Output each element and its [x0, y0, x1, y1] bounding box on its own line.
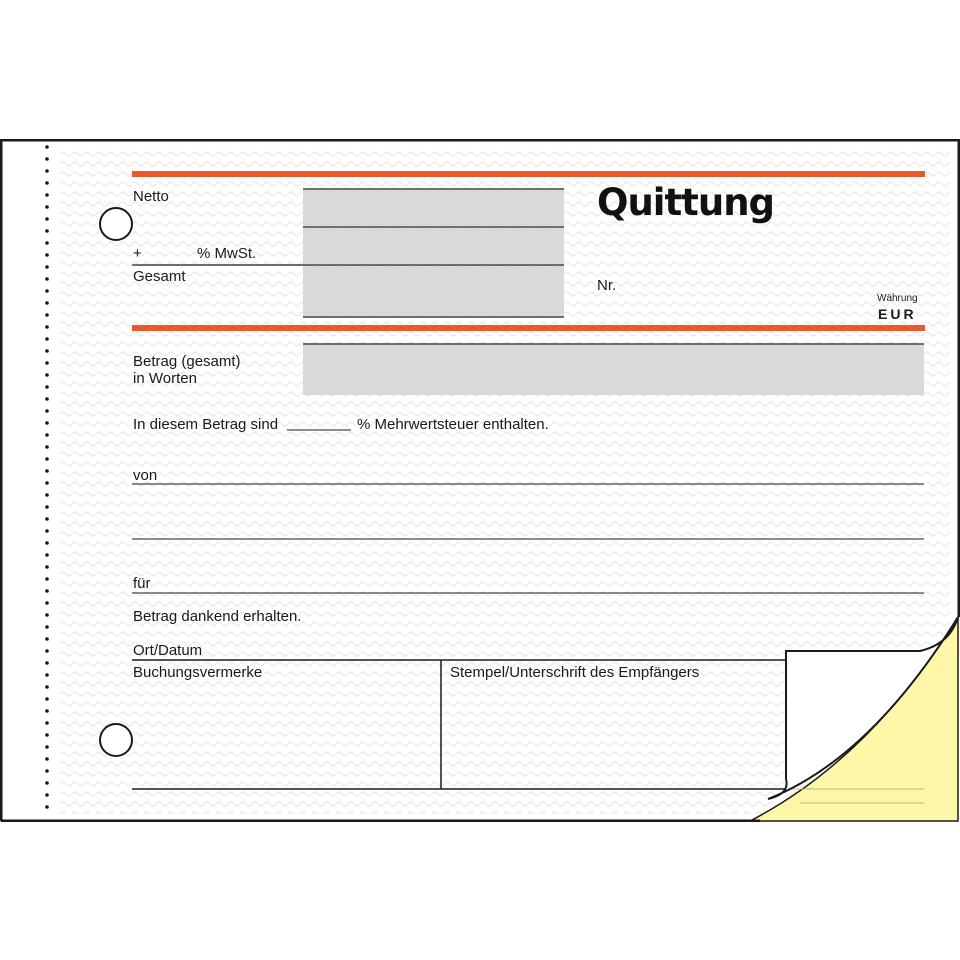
accent-bar-middle: [132, 325, 925, 331]
from-label: von: [133, 467, 158, 484]
received-label: Betrag dankend erhalten.: [133, 608, 302, 625]
number-label: Nr.: [597, 277, 617, 294]
currency-label: Währung: [877, 293, 918, 304]
amount-words-label-line2: in Worten: [133, 370, 197, 387]
vat-sentence-start: In diesem Betrag sind: [133, 416, 279, 433]
total-amount-field: [303, 266, 564, 316]
place-date-label: Ort/Datum: [133, 642, 203, 659]
amount-words-label-line1: Betrag (gesamt): [133, 353, 241, 370]
binder-hole-bottom: [100, 724, 132, 756]
for-label: für: [133, 575, 151, 592]
net-amount-field: [303, 190, 564, 226]
vat-amount-field: [303, 228, 564, 264]
accent-bar-top: [132, 171, 925, 177]
binder-hole-top: [100, 208, 132, 240]
amount-in-words-field: [303, 345, 924, 395]
vat-sentence-end: % Mehrwertsteuer enthalten.: [357, 416, 549, 433]
currency-value: EUR: [878, 306, 917, 322]
receipt-form: [0, 139, 960, 822]
vat-label: % MwSt.: [197, 245, 257, 262]
net-label: Netto: [133, 188, 169, 205]
form-title: Quittung: [597, 181, 775, 224]
stamp-signature-label: Stempel/Unterschrift des Empfängers: [450, 664, 700, 681]
total-label: Gesamt: [133, 268, 186, 285]
booking-notes-label: Buchungsvermerke: [133, 664, 263, 681]
plus-sign: +: [133, 245, 142, 262]
